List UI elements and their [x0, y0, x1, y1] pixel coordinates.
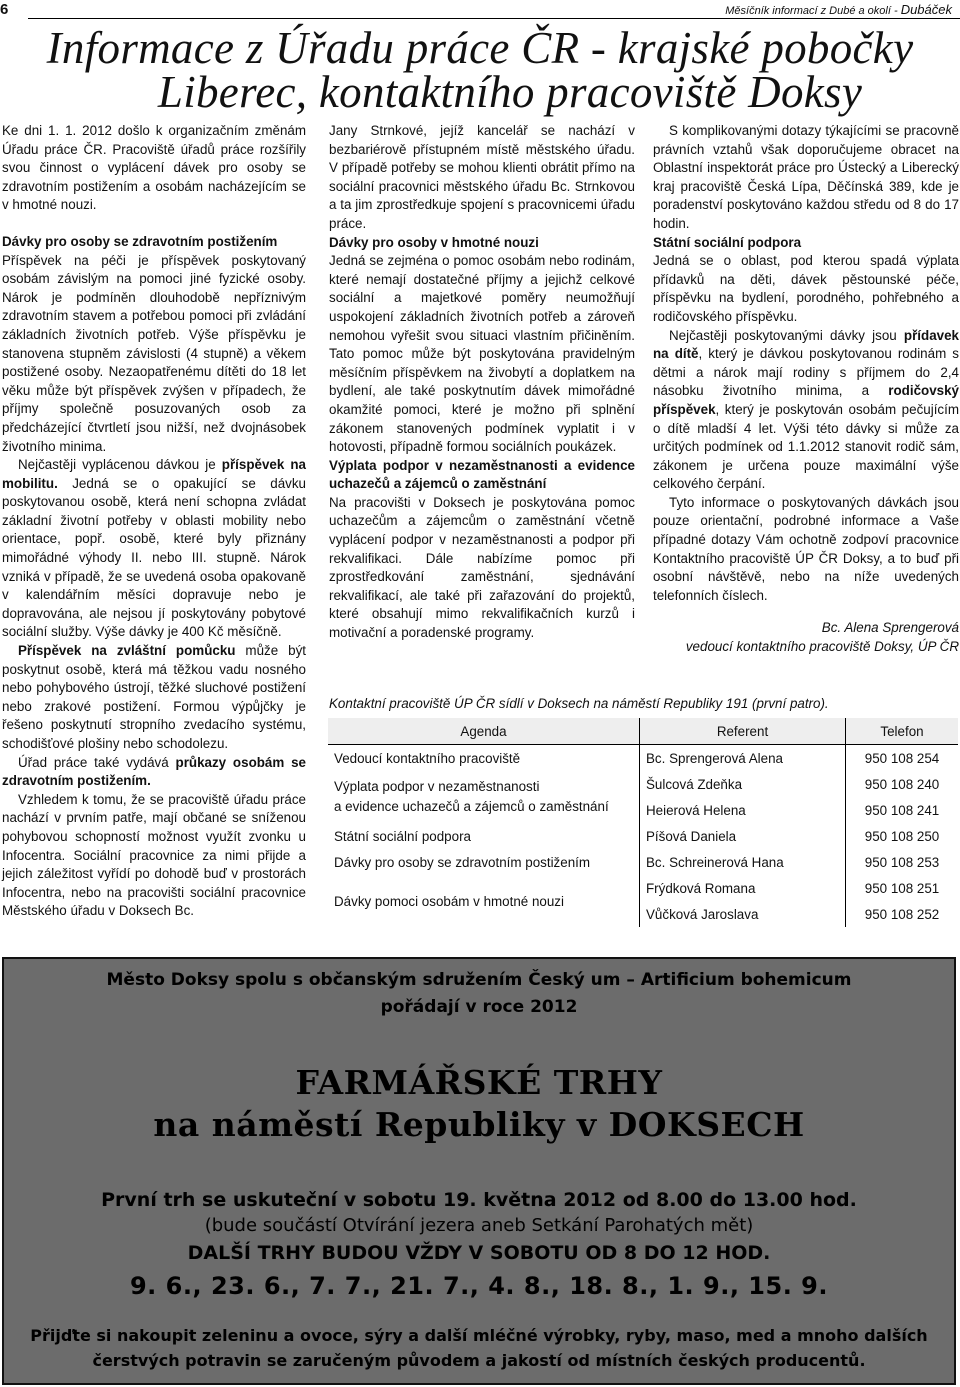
- poster-footer-line2: čerstvých potravin se zaručeným původem a jakostí od místních českých producentů.: [92, 1351, 866, 1370]
- table-caption: Kontaktní pracoviště ÚP ČR sídlí v Doksech na náměstí Republiky 191 (první patro).: [329, 696, 829, 711]
- signature-role: vedoucí kontaktního pracoviště Doksy, ÚP ČR: [685, 639, 959, 655]
- paragraph: Jedná se zejména o pomoc osobám nebo rodinám, které nemají dostatečné příjmy a jejichž celkové sociální a majetkové poměry neumožňují uspokojení základních životních potřeb a zároveň nemohou vyřešit svou situaci vlastním přičiněním. Tato pomoc může být poskytována pravidelným měsíčním příspěvkem na živobytí a doplatkem na bydlení, ale také poskytnutím dávek mimořádné okamžité pomoci, které je možno při splnění zákonem stanovených podmínek vyplatit i v hotovosti, případně formou sociálních poukázek.: [329, 253, 635, 455]
- column-3: [653, 122, 959, 657]
- table-row: [328, 745, 958, 772]
- paragraph: Vzhledem k tomu, že se pracoviště úřadu práce nachází v prvním patře, mají občané se sníženou pohybovou schopností možnost využít zvonku u Infocentra. Sociální pracovnice za nimi přijde a jejich záležitost vyřídí po dohodě buď v prostorách Infocentra, nebo na pracovišti sociální pracovnice Městského úřadu v Doksech Bc.: [2, 791, 306, 919]
- text: , který je dávkou poskytovanou rodinám s dětmi a nárok mají rodiny s příjmem do 2,4 násobku životního minima, a: [653, 346, 959, 399]
- table-cell: Dávky pro osoby se zdravotním postižením: [328, 849, 640, 875]
- page-title-line2: Liberec, kontaktního pracoviště Doksy: [157, 67, 863, 117]
- section-heading: Výplata podpor v nezaměstnanosti a evidence uchazečů a zájemců o zaměstnání: [329, 457, 635, 492]
- text: Jedná se o opakující se dávku poskytovanou osobě, která není schopna zvládat základní životní potřeby v oblasti mobility nebo orientace, popř. osobě, které byly přiznány mimořádné výhody II. nebo III. stupně. Nárok vzniká v případě, že se uvedená osoba opakovaně v kalendářním měsíci dopravuje nebo je dopravována, ale nejsou jí poskytovány pobytové sociální služby. Výše dávky je 400 Kč měsíčně.: [2, 475, 306, 640]
- bold-text: Příspěvek na zvláštní pomůcku: [18, 643, 236, 659]
- paragraph: S komplikovanými dotazy týkajícími se pracovně právních vztahů však doporučujeme obracet na Oblastní inspektorát práce pro Ústecký a Liberecký kraj pracoviště Česká Lípa, Děčínská 389, kde je poradenství poskytováno každou středu od 8 do 17 hodin.: [653, 123, 959, 231]
- paragraph: Ke dni 1. 1. 2012 došlo k organizačním změnám Úřadu práce ČR. Pracoviště úřadů práce rozšířily svou činnost o vyplácení dávek pro osoby se zdravotním postižením a osobám nacházejícím se v hmotné nouzi.: [2, 123, 306, 213]
- section-heading: Státní sociální podpora: [653, 234, 802, 250]
- paragraph: [2, 456, 306, 642]
- table-cell: Píšová Daniela: [640, 823, 846, 849]
- table-cell: Frýdková Romana: [640, 875, 846, 901]
- table-row: [328, 771, 958, 797]
- page-number: 6: [0, 1, 9, 18]
- section-heading: Dávky pro osoby se zdravotním postižením: [2, 233, 278, 249]
- column-header: Telefon: [846, 718, 959, 745]
- text: Úřad práce také vydává: [18, 754, 176, 770]
- table-cell: 950 108 252: [864, 906, 940, 922]
- poster-footer-line1: Přijďte si nakoupit zeleninu a ovoce, sýry a další mléčné výrobky, ryby, maso, med a mnoho dalších: [30, 1326, 928, 1345]
- section-heading: Dávky pro osoby v hmotné nouzi: [329, 234, 539, 250]
- column-header: Agenda: [328, 718, 640, 745]
- column-header: Referent: [640, 718, 846, 745]
- text: Nejčastěji poskytovanými dávky jsou: [669, 327, 904, 343]
- table-row: [328, 875, 958, 901]
- paragraph: [2, 754, 306, 791]
- table-cell: Heierová Helena: [640, 797, 846, 823]
- paragraph: Na pracovišti v Doksech je poskytována pomoc uchazečům a zájemcům o zaměstnání včetně vyplácení podpor v nezaměstnanosti a podpor při rekvalifikaci. Dále nabízíme pomoc při zprostředkování zaměstnání, sjednávání rekvalifikací, ale také při zařazování do projektů, které obsahují mimo rekvalifikačních kurzů i motivační a poradenské programy.: [329, 494, 635, 641]
- masthead-prefix: Měsíčník informací z Dubé a okolí -: [725, 5, 901, 17]
- paragraph: Jedná se o oblast, pod kterou spadá výplata přídavků na děti, dávek pěstounské péče, příspěvku na bydlení, porodného, pohřebného a rodičovského příspěvku.: [653, 253, 959, 324]
- paragraph: [653, 327, 959, 494]
- table-header-row: [328, 718, 958, 745]
- poster-next-markets: DALŠÍ TRHY BUDOU VŽDY V SOBOTU OD 8 DO 12 HOD.: [187, 1242, 771, 1264]
- poster-title-location: na náměstí Republiky v DOKSECH: [153, 1105, 805, 1144]
- text: Nejčastěji vyplácenou dávkou je: [18, 457, 222, 473]
- text: Výplata podpor v nezaměstnanosti: [334, 779, 540, 794]
- bold-text: přídavek na dítě: [653, 327, 959, 362]
- poster-title: FARMÁŘSKÉ TRHY: [295, 1063, 663, 1102]
- table-cell: 950 108 253: [864, 854, 940, 870]
- signature-name: Bc. Alena Sprengerová: [821, 620, 959, 636]
- column-2: [329, 122, 635, 643]
- poster-note: (bude součástí Otvírání jezera aneb Setkání Parohatých mět): [204, 1215, 754, 1236]
- table-cell: 950 108 250: [864, 828, 940, 844]
- paragraph: [2, 642, 306, 754]
- table-row: [328, 823, 958, 849]
- bold-text: rodičovský příspěvek: [653, 383, 959, 417]
- table-cell: Dávky pomoci osobám v hmotné nouzi: [328, 875, 640, 927]
- table-cell: Vedoucí kontaktního pracoviště: [328, 745, 640, 772]
- table-cell: 950 108 240: [864, 776, 940, 792]
- paragraph: Příspěvek na péči je příspěvek poskytovaný osobám závislým na pomoci jiné fyzické osoby. Nárok je podmíněn dlouhodobě nepříznivým zdravotním stavem a potřebou pomoci při zvládání základních životních potřeb. Výše příspěvku je stanovena stupněm závislosti (4 stupně) a věkem postižené osoby. Nezaopatřenému dítěti do 18 let věku může být příspěvek zvýšen v případech, že příjmy společně posuzovaných osob za předcházející čtvrtletí jsou nižší, než dvojnásobek životního minima.: [2, 252, 306, 454]
- table-cell: 950 108 251: [864, 880, 940, 896]
- text: a evidence uchazečů a zájemců o zaměstnání: [334, 799, 609, 814]
- poster-first-market: První trh se uskuteční v sobotu 19. května 2012 od 8.00 do 13.00 hod.: [101, 1189, 857, 1211]
- table-cell: 950 108 254: [864, 750, 940, 766]
- poster-dates: 9. 6., 23. 6., 7. 7., 21. 7., 4. 8., 18. 8., 1. 9., 15. 9.: [129, 1272, 828, 1300]
- table-cell: Vůčková Jaroslava: [640, 901, 846, 927]
- poster-organizer: Město Doksy spolu s občanským sdružením Český um – Artificium bohemicum: [106, 970, 852, 990]
- masthead: [725, 2, 952, 17]
- table-cell: 950 108 241: [864, 802, 940, 818]
- bold-text: příspěvek na mobilitu.: [2, 457, 307, 491]
- bold-text: průkazy osobám se zdravotním postižením.: [2, 754, 306, 789]
- text: , který je poskytován osobám pečujícím o dítě mladší 4 let. Výši této dávky si může za určitých podmínek od 1.1.2012 stanovit rodič sám, zákonem je určena pouze maximální výše celkového čerpání.: [653, 401, 959, 492]
- farmers-market-poster: [2, 957, 956, 1385]
- table-cell: Bc. Sprengerová Alena: [640, 745, 846, 772]
- text: může být poskytnut osobě, která má těžkou vadu nosného nebo pohybového ústrojí, těžké sluchové postižení nebo zrakové postižení. Formou výpůjčky je řešeno poskytnutí stropního zvedacího systému, schodišťové plošiny nebo schodolezu.: [2, 643, 306, 751]
- contacts-table: [328, 718, 958, 927]
- table-cell: Bc. Schreinerová Hana: [640, 849, 846, 875]
- masthead-name: Dubáček: [900, 2, 952, 17]
- table-cell: Šulcová Zdeňka: [640, 771, 846, 797]
- table-cell: [328, 771, 640, 823]
- paragraph: Jany Strnkové, jejíž kancelář se nachází v bezbariérově přístupném místě městského úřadu. V případě potřeby se mohou klienti obrátit přímo na sociální pracovnici městského úřadu Bc. Strnkovou a ta jim zprostředkuje spojení s pracovnicemi úřadu práce.: [329, 123, 635, 231]
- paragraph: Tyto informace o poskytovaných dávkách jsou pouze orientační, podrobné informace a Vaše případné dotazy Vám ochotně zodpoví pracovnice Kontaktního pracoviště ÚP ČR Doksy, a to buď při osobní návštěvě, nebo na níže uvedených telefonních číslech.: [653, 494, 959, 603]
- header-rule: [28, 18, 960, 19]
- column-1: [2, 122, 306, 921]
- page-title-line1: Informace z Úřadu práce ČR - krajské pobočky: [46, 23, 914, 73]
- poster-subtitle: pořádají v roce 2012: [380, 997, 578, 1017]
- table-cell: Státní sociální podpora: [328, 823, 640, 849]
- table-row: [328, 849, 958, 875]
